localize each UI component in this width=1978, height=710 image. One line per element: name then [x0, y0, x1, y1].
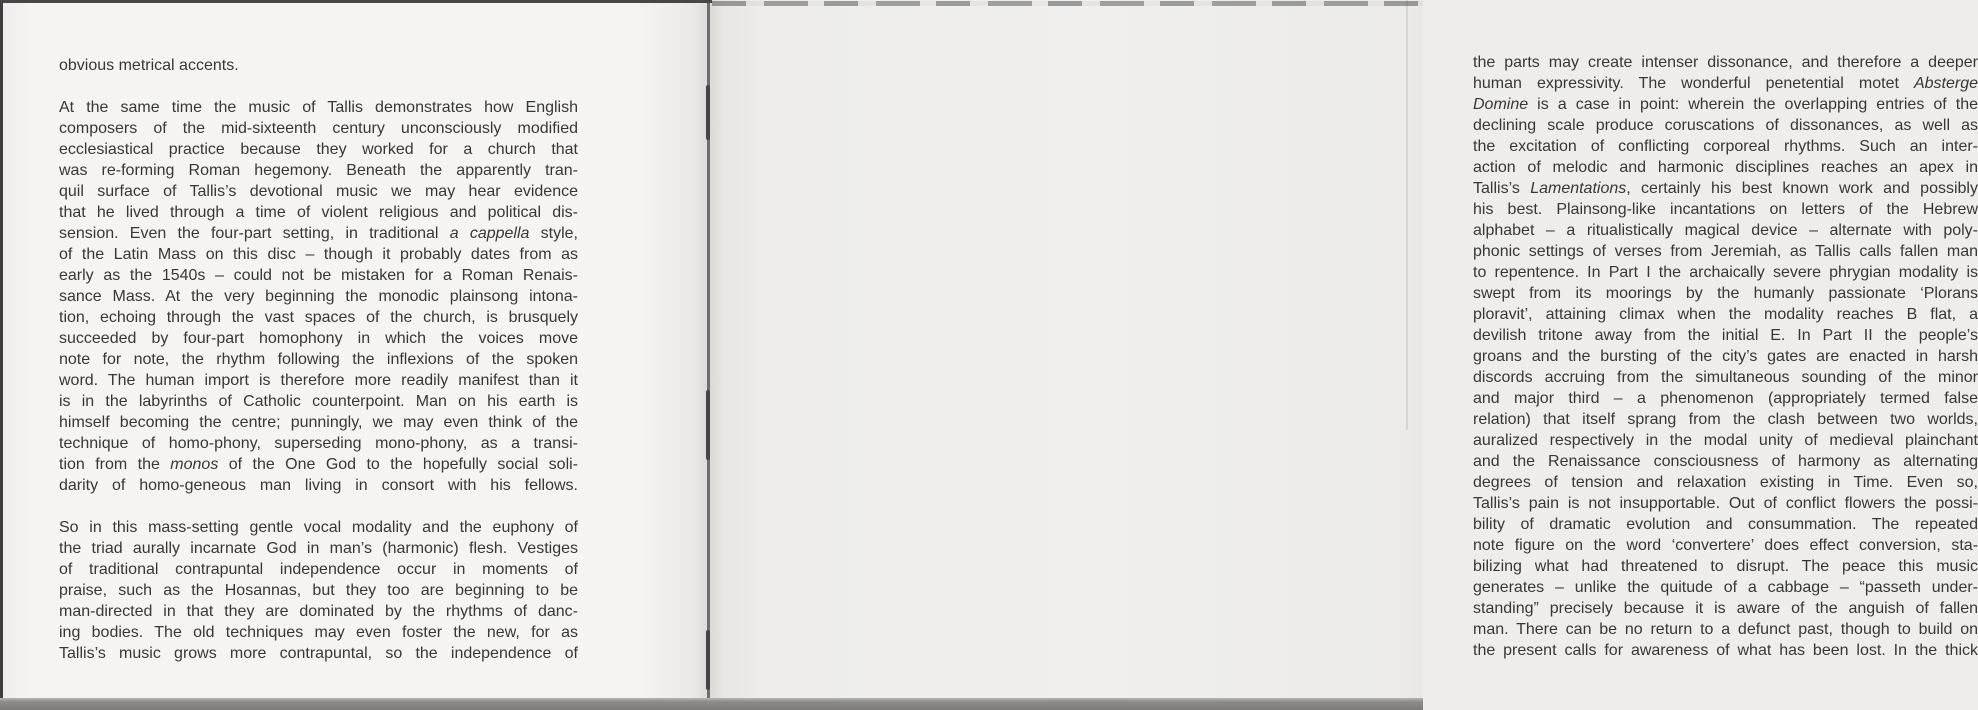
text-line — [59, 307, 578, 328]
text-run: the triad aurally incarnate God in man’s (harmonic) flesh. Vestiges — [59, 540, 578, 557]
text-run: the excitation of conflicting corporeal rhythms. Such an inter- — [1473, 138, 1978, 155]
text-run: that he lived through a time of violent religious and political dis- — [59, 204, 578, 221]
text-line — [59, 202, 578, 223]
text-run: devilish tritone away from the initial E. In Part II the people’s — [1473, 327, 1978, 344]
text-line — [59, 433, 578, 454]
scan-edge-right — [1406, 0, 1408, 430]
text-run: Tallis’s pain is not insupportable. Out of conflict flowers the possi- — [1473, 495, 1978, 512]
text-run: composers of the mid-sixteenth century unconsciously modified — [59, 120, 578, 137]
text-line — [1473, 598, 1978, 619]
text-line — [1473, 115, 1978, 136]
text-line — [59, 538, 578, 559]
text-line — [59, 559, 578, 580]
text-run: swept from its moorings by the humanly passionate ‘Plorans — [1473, 285, 1978, 302]
text-run: darity of homo-geneous man living in consort with his fellows. — [59, 477, 578, 494]
text-line — [59, 265, 578, 286]
text-run: man-directed in that they are dominated by the rhythms of danc- — [59, 603, 578, 620]
text-line — [59, 643, 578, 664]
text-line — [1473, 556, 1978, 577]
text-line — [59, 601, 578, 622]
text-run: human expressivity. The wonderful penetential motet — [1473, 75, 1914, 92]
text-line — [1473, 325, 1978, 346]
text-run: sension. Even the four-part setting, in traditional — [59, 225, 450, 242]
text-line — [59, 286, 578, 307]
text-run: degrees of tension and relaxation existing in Time. Even so, — [1473, 474, 1978, 491]
gutter-shadow-blob — [706, 390, 710, 460]
text-line — [1473, 94, 1978, 115]
text-line — [1473, 178, 1978, 199]
text-line — [1473, 73, 1978, 94]
italic-text-run: Lamentations — [1530, 180, 1627, 197]
text-run: word. The human import is therefore more readily manifest than it — [59, 372, 578, 389]
text-run: was re-forming Roman hegemony. Beneath the apparently tran- — [59, 162, 578, 179]
text-line — [1473, 535, 1978, 556]
text-run: style, — [529, 225, 578, 242]
text-line — [1473, 577, 1978, 598]
text-line — [1473, 409, 1978, 430]
text-line — [1473, 514, 1978, 535]
text-run: himself becoming the centre; punningly, we may even think of the — [59, 414, 578, 431]
left-page — [3, 3, 707, 699]
text-run: is a case in point: wherein the overlapping entries of the — [1528, 96, 1978, 113]
gutter-shadow-blob — [706, 630, 710, 690]
text-run: succeeded by four-part homophony in which the voices move — [59, 330, 578, 347]
left-page-text — [59, 55, 578, 664]
text-run: phonic settings of verses from Jeremiah, as Tallis calls fallen man — [1473, 243, 1978, 260]
text-line — [59, 622, 578, 643]
text-line — [1473, 136, 1978, 157]
text-run: technique of homo-phony, superseding mono-phony, as a transi- — [59, 435, 578, 452]
text-run: bilizing what had threatened to disrupt. The peace this music — [1473, 558, 1978, 575]
gutter-shadow-blob — [706, 85, 710, 140]
text-line — [1473, 304, 1978, 325]
text-run: note figure on the word ‘convertere’ does effect conversion, sta- — [1473, 537, 1978, 554]
text-line — [1473, 346, 1978, 367]
text-run: ing bodies. The old techniques may even foster the new, for as — [59, 624, 578, 641]
text-run: note for note, the rhythm following the inflexions of the spoken — [59, 351, 578, 368]
text-run: and major third – a phenomenon (appropriately termed false — [1473, 390, 1978, 407]
text-run: , certainly his best known work and possibly — [1626, 180, 1978, 197]
text-run: tion, echoing through the vast spaces of the church, is brusquely — [59, 309, 578, 326]
text-line — [1473, 430, 1978, 451]
scan-edge-left — [0, 0, 3, 710]
scan-edge-bottom — [0, 698, 1423, 710]
scan-edge-top-left — [0, 0, 712, 3]
text-run: discords accruing from the simultaneous sounding of the minor — [1473, 369, 1978, 386]
text-line — [59, 412, 578, 433]
text-run: of the Latin Mass on this disc – though it probably dates from as — [59, 246, 578, 263]
text-line — [59, 475, 578, 496]
text-line — [59, 580, 578, 601]
italic-text-run: monos — [170, 456, 219, 473]
text-run: ecclesiastical practice because they worked for a church that — [59, 141, 578, 158]
text-run: quil surface of Tallis’s devotional music we may hear evidence — [59, 183, 578, 200]
text-run: early as the 1540s – could not be mistaken for a Roman Renais- — [59, 267, 578, 284]
text-run: tion from the — [59, 456, 171, 473]
text-run: generates – unlike the quitude of a cabbage – “passeth under- — [1473, 579, 1978, 596]
text-run: So in this mass-setting gentle vocal modality and the euphony of — [59, 519, 578, 536]
text-line — [1473, 619, 1978, 640]
text-run: declining scale produce coruscations of dissonances, as well as — [1473, 117, 1978, 134]
text-line — [59, 139, 578, 160]
text-run: and the Renaissance consciousness of harmony as alternating — [1473, 453, 1978, 470]
text-line — [1473, 451, 1978, 472]
text-run: his best. Plainsong-like incantations on letters of the Hebrew — [1473, 201, 1978, 218]
text-run: of the One God to the hopefully social soli- — [218, 456, 579, 473]
text-line — [1473, 283, 1978, 304]
text-line — [59, 160, 578, 181]
text-line — [1473, 640, 1978, 661]
text-line — [1473, 388, 1978, 409]
text-run: is in the labyrinths of Catholic counterpoint. Man on his earth is — [59, 393, 578, 410]
text-run: Tallis’s — [1473, 180, 1531, 197]
text-run: alphabet – a ritualistically magical device – alternate with poly- — [1473, 222, 1978, 239]
text-line — [59, 97, 578, 118]
text-line — [1473, 493, 1978, 514]
text-run: sance Mass. At the very beginning the monodic plainsong intona- — [59, 288, 578, 305]
text-run: Tallis’s music grows more contrapuntal, so the independence of — [59, 645, 578, 662]
italic-text-run: Domine — [1473, 96, 1529, 113]
text-run: ploravit’, attaining climax when the modality reaches B flat, a — [1473, 306, 1978, 323]
text-line — [59, 391, 578, 412]
text-run: At the same time the music of Tallis demonstrates how English — [59, 99, 578, 116]
text-run: the present calls for awareness of what has been lost. In the thick — [1473, 642, 1978, 659]
right-page — [710, 0, 1978, 699]
text-line — [59, 55, 578, 76]
text-run: bility of dramatic evolution and consummation. The repeated — [1473, 516, 1978, 533]
text-run: relation) that itself sprang from the clash between two worlds, — [1473, 411, 1978, 428]
paragraph — [1473, 52, 1978, 661]
text-line — [59, 328, 578, 349]
text-run: to repentence. In Part I the archaically severe phrygian modality is — [1473, 264, 1978, 281]
scan-edge-top-right — [712, 1, 1423, 6]
text-line — [59, 223, 578, 244]
text-line — [59, 244, 578, 265]
text-run: of traditional contrapuntal independence occur in moments of — [59, 561, 578, 578]
text-run: standing” precisely because it is aware of the anguish of fallen — [1473, 600, 1978, 617]
text-run: man. There can be no return to a defunct past, though to build on — [1473, 621, 1978, 638]
text-line — [59, 454, 578, 475]
text-run: action of melodic and harmonic disciplines reaches an apex in — [1473, 159, 1978, 176]
text-line — [1473, 199, 1978, 220]
right-page-text — [1473, 52, 1978, 661]
text-line — [1473, 220, 1978, 241]
paragraph — [59, 517, 578, 664]
text-line — [59, 118, 578, 139]
text-line — [1473, 241, 1978, 262]
paragraph — [59, 97, 578, 496]
text-line — [59, 181, 578, 202]
text-line — [1473, 262, 1978, 283]
text-run: the parts may create intenser dissonance, and therefore a deeper — [1473, 54, 1978, 71]
text-line — [1473, 157, 1978, 178]
text-line — [1473, 52, 1978, 73]
paragraph — [59, 55, 578, 76]
text-line — [1473, 367, 1978, 388]
text-run: obvious metrical accents. — [59, 57, 239, 74]
italic-text-run: Absterge — [1913, 75, 1978, 92]
italic-text-run: a cappella — [449, 225, 530, 242]
text-line — [59, 370, 578, 391]
text-run: praise, such as the Hosannas, but they too are beginning to be — [59, 582, 578, 599]
text-line — [59, 517, 578, 538]
text-run: groans and the bursting of the city’s gates are enacted in harsh — [1473, 348, 1978, 365]
text-line — [1473, 472, 1978, 493]
text-line — [59, 349, 578, 370]
text-run: auralized respectively in the modal unity of medieval plainchant — [1473, 432, 1978, 449]
